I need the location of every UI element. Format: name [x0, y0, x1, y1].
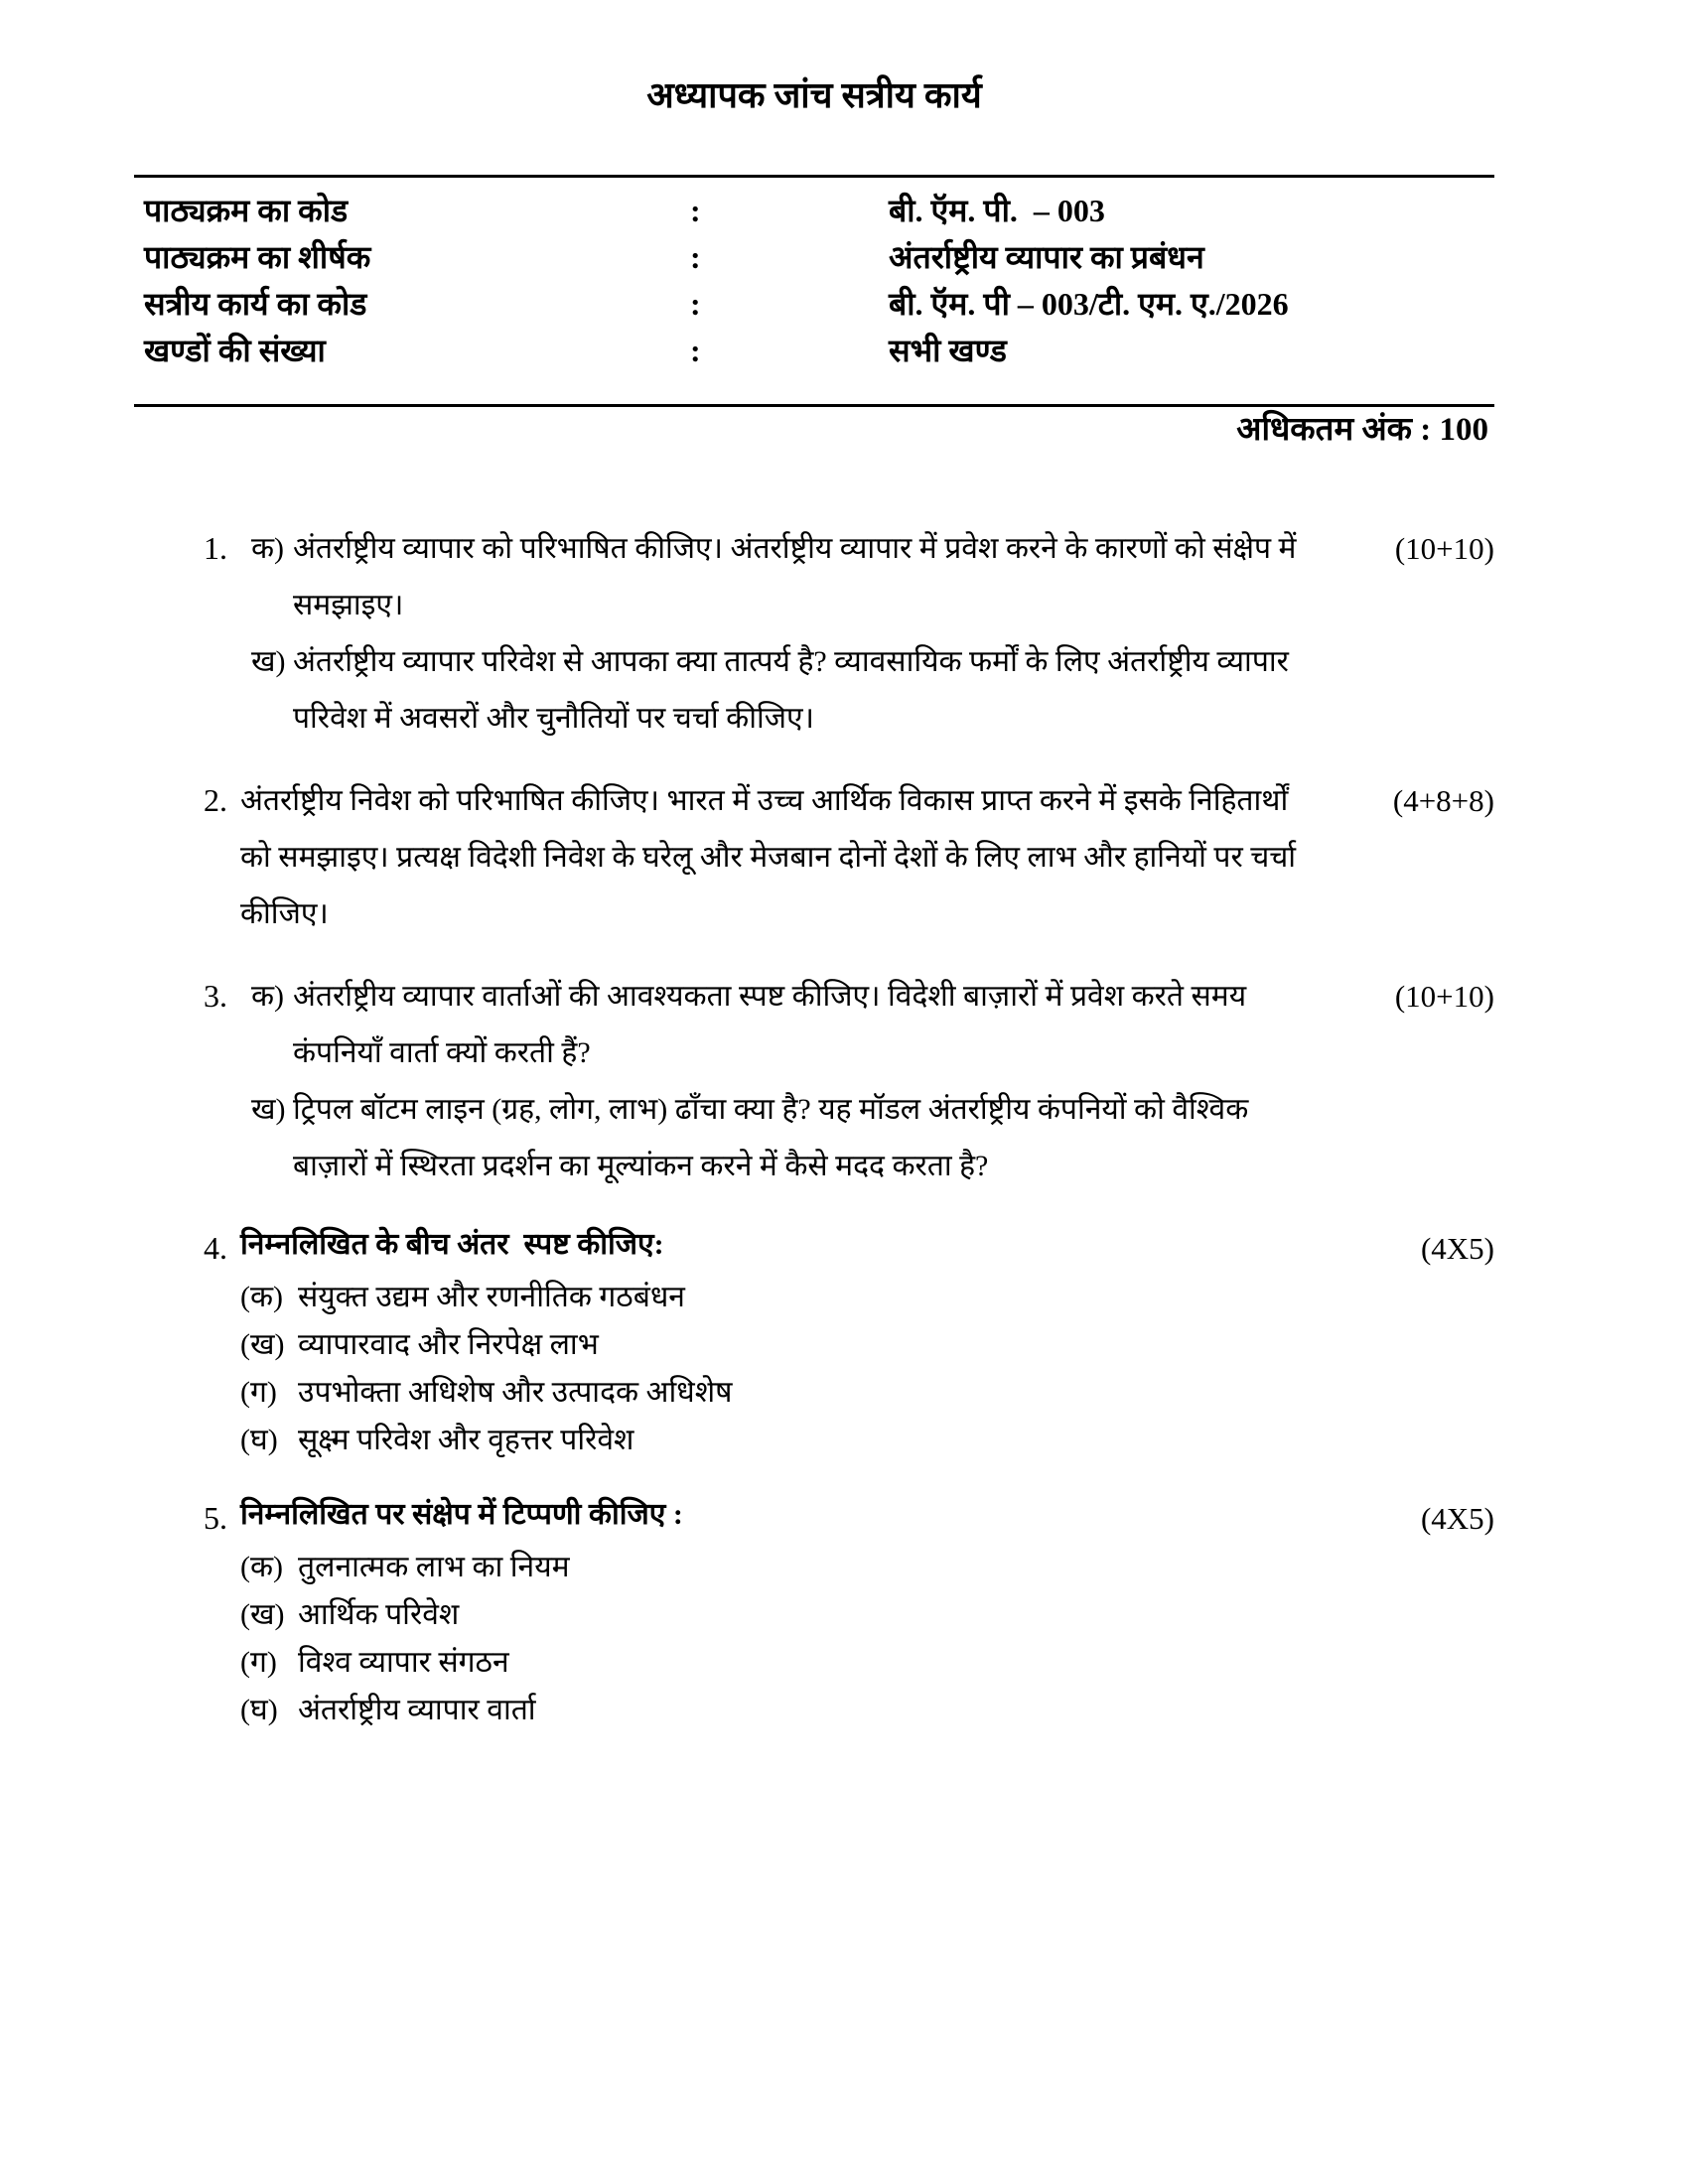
part-text: अंतर्राष्ट्रीय व्यापार को परिभाषित कीजिए। अंतर्राष्ट्रीय व्यापार में प्रवेश करने के कारणों को संक्षेप में समझाइए। [293, 532, 1304, 621]
part-label: क) [251, 980, 285, 1013]
question-marks: (4X5) [1420, 1231, 1494, 1266]
meta-label: सत्रीय कार्य का कोड [144, 286, 367, 322]
option-d [240, 1417, 1314, 1464]
question-number: 2. [204, 782, 227, 818]
meta-row-course-title [144, 234, 1494, 281]
meta-colon: : [690, 333, 701, 368]
question-marks: (10+10) [1394, 531, 1494, 566]
course-meta-table [134, 178, 1494, 404]
option-label: (क) [240, 1281, 284, 1313]
page-title: अध्यापक जांच सत्रीय कार्य [646, 75, 982, 115]
option-c [240, 1639, 1314, 1687]
option-label: (घ) [240, 1694, 278, 1726]
option-text: अंतर्राष्ट्रीय व्यापार वार्ता [298, 1694, 536, 1726]
question-number: 1. [204, 530, 227, 566]
option-b [240, 1591, 1314, 1639]
option-label: (क) [240, 1551, 284, 1583]
option-b [240, 1321, 1314, 1369]
question-part-b [251, 633, 1314, 747]
part-text: अंतर्राष्ट्रीय व्यापार वार्ताओं की आवश्यकता स्पष्ट कीजिए। विदेशी बाज़ारों में प्रवेश करते समय कंपनियाँ वार्ता क्यों करती हैं? [293, 980, 1254, 1069]
question-marks: (4X5) [1420, 1501, 1494, 1536]
meta-value: अंतर्राष्ट्रीय व्यापार का प्रबंधन [889, 239, 1204, 275]
question-part-a [251, 520, 1314, 633]
option-c [240, 1369, 1314, 1417]
option-label: (ग) [240, 1646, 277, 1679]
meta-value: बी. ऍम. पी. – 003 [889, 193, 1105, 228]
meta-colon: : [690, 239, 701, 275]
question-1 [204, 520, 1494, 747]
meta-value: सभी खण्ड [889, 333, 1007, 368]
option-label: (ख) [240, 1598, 285, 1631]
part-label: ख) [251, 1093, 286, 1126]
option-text: सूक्ष्म परिवेश और वृहत्तर परिवेश [298, 1424, 634, 1456]
question-marks: (4+8+8) [1392, 783, 1494, 818]
option-text: व्यापारवाद और निरपेक्ष लाभ [298, 1328, 599, 1361]
question-marks: (10+10) [1394, 979, 1494, 1014]
question-body [240, 1490, 1314, 1734]
option-text: तुलनात्मक लाभ का नियम [298, 1551, 570, 1583]
part-label: ख) [251, 645, 286, 678]
max-marks: अधिकतम अंक : 100 [1236, 412, 1488, 448]
meta-label: पाठ्यक्रम का कोड [144, 193, 349, 228]
meta-label: खण्डों की संख्या [144, 333, 326, 368]
part-text: ट्रिपल बॉटम लाइन (ग्रह, लोग, लाभ) ढाँचा क्या है? यह मॉडल अंतर्राष्ट्रीय कंपनियों को वैश्विक बाज़ारों में स्थिरता प्रदर्शन का मूल्यांकन करने में कैसे मदद करता है? [293, 1093, 1256, 1182]
meta-row-blocks-count [144, 328, 1494, 374]
question-number: 5. [204, 1500, 227, 1536]
question-part-a [251, 968, 1314, 1081]
question-text: अंतर्राष्ट्रीय निवेश को परिभाषित कीजिए। भारत में उच्च आर्थिक विकास प्राप्त करने में इसके निहितार्थों को समझाइए। प्रत्यक्ष विदेशी निवेश के घरेलू और मेजबान दोनों देशों के लिए लाभ और हानियों पर चर्चा कीजिए। [240, 784, 1304, 930]
question-4 [204, 1220, 1494, 1464]
meta-colon: : [690, 286, 701, 322]
question-number: 3. [204, 978, 227, 1014]
question-body [251, 968, 1314, 1194]
part-text: अंतर्राष्ट्रीय व्यापार परिवेश से आपका क्या तात्पर्य है? व्यावसायिक फर्मों के लिए अंतर्राष्ट्रीय व्यापार परिवेश में अवसरों और चुनौतियों पर चर्चा कीजिए। [293, 645, 1297, 735]
option-d [240, 1687, 1314, 1734]
question-3 [204, 968, 1494, 1194]
question-body [240, 1220, 1314, 1464]
part-label: क) [251, 532, 285, 565]
question-heading: निम्नलिखित के बीच अंतर स्पष्ट कीजिए: [240, 1228, 664, 1261]
question-part-b [251, 1081, 1314, 1194]
question-heading: निम्नलिखित पर संक्षेप में टिप्पणी कीजिए : [240, 1498, 683, 1531]
question-5 [204, 1490, 1494, 1734]
meta-row-assignment-code [144, 281, 1494, 328]
option-label: (ख) [240, 1328, 285, 1361]
meta-label: पाठ्यक्रम का शीर्षक [144, 239, 371, 275]
question-number: 4. [204, 1230, 227, 1266]
document [134, 0, 1494, 1760]
meta-row-course-code [144, 188, 1494, 234]
question-list [134, 520, 1494, 1734]
option-label: (घ) [240, 1424, 278, 1456]
question-2 [204, 772, 1494, 942]
option-text: आर्थिक परिवेश [298, 1598, 460, 1631]
option-a [240, 1274, 1314, 1321]
option-text: संयुक्त उद्यम और रणनीतिक गठबंधन [298, 1281, 685, 1313]
meta-value: बी. ऍम. पी – 003/टी. एम. ए./2026 [889, 286, 1289, 322]
option-label: (ग) [240, 1376, 277, 1409]
option-a [240, 1544, 1314, 1591]
question-body [251, 520, 1314, 747]
question-body [240, 772, 1314, 942]
option-text: विश्व व्यापार संगठन [298, 1646, 509, 1679]
meta-colon: : [690, 193, 701, 228]
option-text: उपभोक्ता अधिशेष और उत्पादक अधिशेष [298, 1376, 733, 1409]
